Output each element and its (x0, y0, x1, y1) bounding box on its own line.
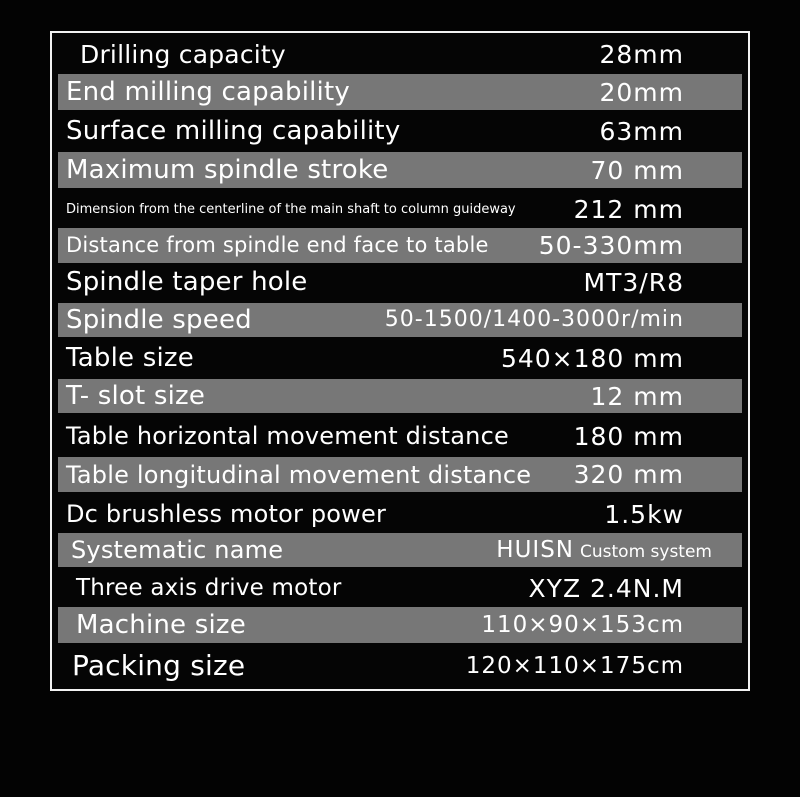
spec-label: Packing size (72, 649, 246, 682)
spec-label: Maximum spindle stroke (66, 155, 389, 185)
spec-row-maximum-spindle-stroke (58, 152, 742, 188)
spec-row-spindle-taper-hole (58, 263, 742, 301)
spec-value: 110×90×153cm (481, 611, 684, 638)
spec-label: Distance from spindle end face to table (66, 233, 489, 257)
spec-value: 212 mm (573, 194, 684, 224)
spec-row-table-size (58, 339, 742, 377)
spec-row-table-longitudinal-movement (58, 457, 742, 492)
spec-value: 120×110×175cm (465, 652, 684, 679)
spec-row-drilling-capacity (58, 37, 742, 71)
spec-row-machine-size (58, 607, 742, 643)
spec-label: Surface milling capability (66, 116, 401, 146)
spec-value: 20mm (599, 77, 684, 107)
spec-label: Table horizontal movement distance (66, 422, 509, 450)
spec-value: 63mm (599, 116, 684, 146)
spec-row-centerline-to-column-guideway (58, 190, 742, 228)
spec-label: End milling capability (66, 77, 350, 107)
spec-label: Spindle speed (66, 305, 252, 335)
spec-value: 28mm (599, 39, 684, 69)
spec-value: 1.5kw (604, 499, 684, 529)
spec-value: 12 mm (590, 381, 684, 411)
spec-value: 180 mm (573, 421, 684, 451)
spec-row-spindle-to-table-distance (58, 228, 742, 263)
specification-table (50, 31, 750, 691)
spec-value: 50-1500/1400-3000r/min (384, 307, 684, 332)
spec-label: T- slot size (66, 381, 206, 411)
spec-row-spindle-speed (58, 303, 742, 337)
spec-row-systematic-name (58, 533, 742, 567)
spec-label: Dc brushless motor power (66, 500, 387, 528)
spec-label: Drilling capacity (80, 39, 286, 69)
system-description: Custom system (580, 542, 712, 562)
spec-label: Table longitudinal movement distance (66, 460, 532, 489)
spec-label: Table size (66, 343, 194, 373)
spec-label: Systematic name (71, 536, 284, 564)
spec-row-surface-milling-capability (58, 112, 742, 150)
spec-row-end-milling-capability (58, 74, 742, 110)
spec-row-t-slot-size (58, 379, 742, 413)
system-name: HUISN (496, 537, 574, 563)
spec-row-packing-size (58, 645, 742, 687)
system-value (496, 537, 712, 563)
spec-row-motor-power (58, 495, 742, 533)
spec-value: 320 mm (573, 460, 684, 489)
spec-label: Machine size (76, 610, 246, 640)
spec-label: Three axis drive motor (76, 574, 342, 601)
spec-value: XYZ 2.4N.M (528, 573, 684, 603)
spec-row-three-axis-drive-motor (58, 569, 742, 607)
spec-label: Dimension from the centerline of the main shaft to column guideway (66, 201, 516, 217)
spec-row-table-horizontal-movement (58, 417, 742, 455)
spec-label: Spindle taper hole (66, 267, 308, 297)
spec-value: 50-330mm (538, 231, 684, 260)
spec-value: 540×180 mm (500, 343, 684, 373)
spec-value: 70 mm (590, 155, 684, 185)
spec-value: MT3/R8 (583, 267, 684, 297)
